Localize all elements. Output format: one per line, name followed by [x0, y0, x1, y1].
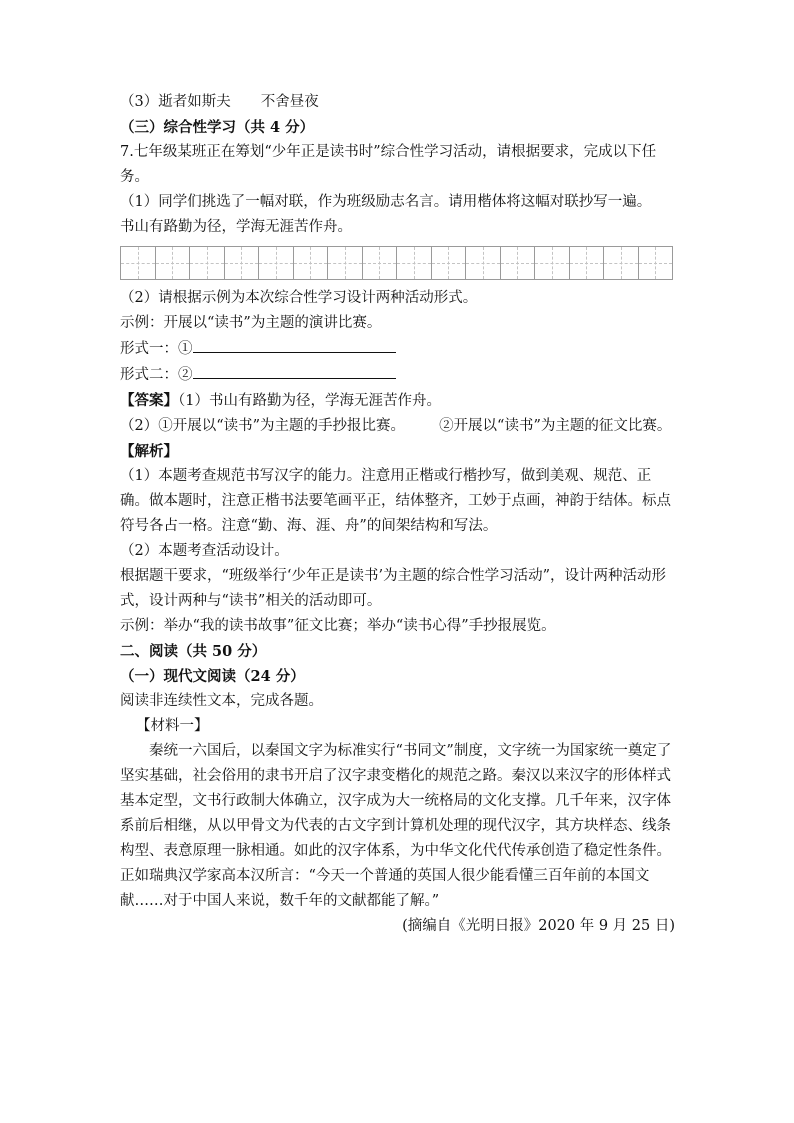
grid-cell[interactable]	[466, 247, 501, 279]
answer-part-2-row	[120, 414, 675, 439]
grid-cell[interactable]	[121, 247, 156, 279]
subquestion-2-prompt: （2）请根据示例为本次综合性学习设计两种活动形式。	[120, 290, 478, 306]
analysis-part-2-body: 根据题干要求，“班级举行‘少年正是读书’为主题的综合性学习活动”，设计两种活动形式，设计两种与“读书”相关的活动即可。	[120, 568, 667, 609]
grid-cell[interactable]	[535, 247, 570, 279]
form-one-label: 形式一：①	[120, 341, 193, 357]
grid-cell[interactable]	[570, 247, 605, 279]
section-heading-reading: 二、阅读（共 50 分）	[120, 643, 267, 660]
analysis-label: 【解析】	[120, 443, 178, 460]
form-two-label: 形式二：②	[120, 367, 193, 383]
form-two-blank[interactable]	[193, 362, 396, 379]
grid-cell[interactable]	[225, 247, 260, 279]
form-two-row	[120, 362, 675, 388]
grid-cell[interactable]	[432, 247, 467, 279]
grid-cell[interactable]	[259, 247, 294, 279]
couplet-text: 书山有路勤为径，学海无涯苦作舟。	[120, 219, 352, 235]
form-one-blank[interactable]	[193, 336, 396, 353]
poem-line-first-half: （3）逝者如斯夫	[120, 94, 231, 110]
analysis-part-1: （1）本题考查规范书写汉字的能力。注意用正楷或行楷抄写，做到美观、规范、正确。做本题时，注意正楷书法要笔画平正，结体整齐，工妙于点画，神韵于结体。标点符号各占一格。注意“勤、海、涯、舟”的间架结构和写法。	[120, 468, 671, 534]
grid-cell[interactable]	[639, 247, 673, 279]
subquestion-1-prompt: （1）同学们挑选了一幅对联，作为班级励志名言。请用楷体将这幅对联抄写一遍。	[120, 194, 652, 210]
grid-cell[interactable]	[190, 247, 225, 279]
grid-cell[interactable]	[501, 247, 536, 279]
example-text: 示例：开展以“读书”为主题的演讲比赛。	[120, 315, 382, 331]
question-7-prompt: 7.七年级某班正在筹划“少年正是读书时”综合性学习活动，请根据要求，完成以下任务。	[120, 144, 657, 185]
section-heading-integrated-learning: （三）综合性学习（共 4 分）	[120, 119, 315, 136]
grid-cell[interactable]	[604, 247, 639, 279]
poem-line	[120, 90, 675, 115]
answer-part-2a: （2）①开展以“读书”为主题的手抄报比赛。	[120, 418, 406, 434]
grid-cell[interactable]	[156, 247, 191, 279]
grid-cell[interactable]	[294, 247, 329, 279]
grid-cell[interactable]	[328, 247, 363, 279]
form-one-row	[120, 336, 675, 362]
material-one-label: 【材料一】	[136, 718, 209, 734]
section-heading-modern-reading: （一）现代文阅读（24 分）	[120, 668, 305, 685]
document-page	[120, 90, 675, 939]
analysis-part-2-title: （2）本题考查活动设计。	[120, 543, 289, 559]
grid-cell[interactable]	[363, 247, 398, 279]
poem-line-second-half: 不舍昼夜	[260, 94, 319, 110]
analysis-example: 示例：举办“我的读书故事”征文比赛；举办“读书心得”手抄报展览。	[120, 618, 556, 634]
material-one-paragraph: 秦统一六国后，以秦国文字为标准实行“书同文”制度，文字统一为国家统一奠定了坚实基础，社会俗用的隶书开启了汉字隶变楷化的规范之路。秦汉以来汉字的形体样式基本定型，文书行政制大体确立，汉字成为大一统格局的文化支撑。几千年来，汉字体系前后相继，从以甲骨文为代表的古文字到计算机处理的现代汉字，其方块样态、线条构型、表意原理一脉相通。如此的汉字体系，为中华文化代代传承创造了稳定性条件。正如瑞典汉学家高本汉所言：“今天一个普通的英国人很少能看懂三百年前的本国文献……对于中国人来说，数千年的文献都能了解。”	[120, 743, 672, 909]
source-citation: (摘编自《光明日报》2020 年 9 月 25 日)	[402, 918, 675, 934]
answer-row	[120, 388, 675, 414]
grid-cell[interactable]	[397, 247, 432, 279]
reading-instruction: 阅读非连续性文本，完成各题。	[120, 693, 323, 709]
answer-part-2b: ②开展以“读书”为主题的征文比赛。	[439, 418, 672, 434]
writing-grid[interactable]	[120, 246, 673, 280]
answer-label: 【答案】	[120, 392, 178, 409]
answer-part-1: （1）书山有路勤为径，学海无涯苦作舟。	[178, 393, 441, 409]
